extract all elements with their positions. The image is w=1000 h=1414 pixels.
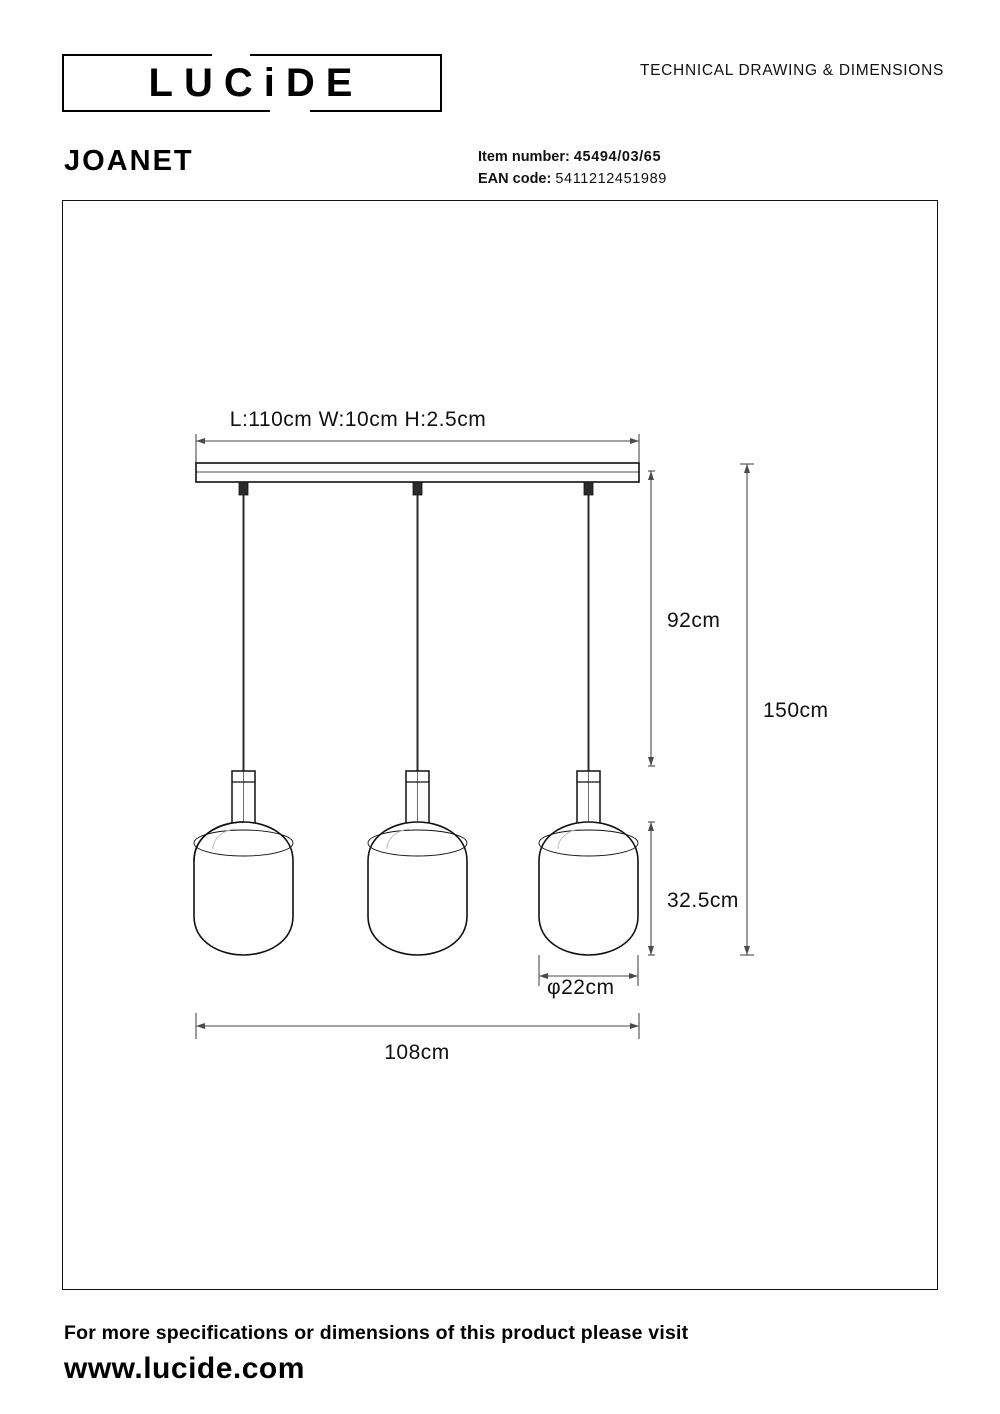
width-dimension [196,1013,639,1039]
cord-height-dimension [648,471,655,766]
technical-drawing [63,201,939,1291]
total-height-dimension [740,464,754,955]
page-title: JOANET [64,145,194,177]
ean-row [478,168,667,190]
shade-diameter-label: φ22cm [547,976,615,999]
lucide-logo [62,54,442,112]
top-dimension-line [196,434,639,463]
shade-height-dimension [648,822,655,955]
top-dimension-label: L:110cm W:10cm H:2.5cm [229,408,487,431]
pendant-1 [194,482,293,955]
ean-label: EAN code: [478,171,552,187]
item-number-row [478,146,667,168]
item-number-label: Item number: [478,149,570,165]
product-meta [478,146,667,190]
logo-notch-bottom [270,106,310,115]
logo-notch-top [212,52,250,59]
lucide-logo-text: LUCiDE [148,60,364,105]
width-dimension-label: 108cm [384,1041,450,1064]
page-header [0,0,1000,140]
cord-height-label: 92cm [667,609,721,632]
footer-website[interactable]: www.lucide.com [64,1352,305,1385]
pendant-3 [539,482,638,955]
item-number-value: 45494/03/65 [573,149,662,165]
technical-drawing-frame [62,200,938,1290]
ean-value: 5411212451989 [555,171,667,187]
header-title: TECHNICAL DRAWING & DIMENSIONS [639,62,944,79]
pendant-2 [368,482,467,955]
shade-height-label: 32.5cm [667,889,739,912]
total-height-label: 150cm [763,699,829,722]
ceiling-bar [196,463,639,482]
footer-text: For more specifications or dimensions of this product please visit [64,1322,689,1344]
